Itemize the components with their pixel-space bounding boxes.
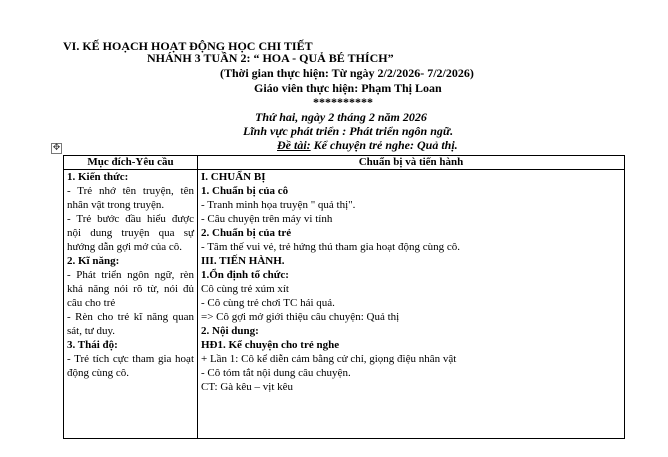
right-line: + Lần 1: Cô kể diễn cảm bằng cử chỉ, giọng điệu nhân vật xyxy=(201,353,457,365)
right-heading: HĐ1. Kể chuyện cho trẻ nghe xyxy=(201,339,340,351)
left-line: - Phát triển ngôn ngữ, rèn khả năng nói rõ từ, nói đủ câu cho trẻ xyxy=(67,269,194,309)
left-line: - Trẻ tích cực tham gia hoạt động cùng cô. xyxy=(67,353,194,379)
lesson-plan-table xyxy=(63,155,625,439)
right-line: Cô cùng trẻ xúm xít xyxy=(201,283,289,295)
right-line: - Cô tóm tắt nội dung câu chuyện. xyxy=(201,367,351,379)
table-move-handle-icon[interactable]: ✥ xyxy=(52,143,61,153)
right-heading: 2. Nội dung: xyxy=(201,325,259,337)
left-line: - Trẻ nhớ tên truyện, tên nhân vật trong truyện. xyxy=(67,185,194,211)
right-heading: 1. Chuẩn bị của cô xyxy=(201,185,289,197)
left-line: - Rèn cho trẻ kĩ năng quan sát, tư duy. xyxy=(67,311,194,337)
left-heading: 3. Thái độ: xyxy=(67,339,118,351)
right-heading: 2. Chuẩn bị của trẻ xyxy=(201,227,292,239)
right-line: CT: Gà kêu – vịt kêu xyxy=(201,381,294,393)
topic-label: Đề tài: xyxy=(277,138,311,152)
right-line: - Tranh minh họa truyện " quả thị". xyxy=(201,199,356,211)
left-heading: 1. Kiến thức: xyxy=(67,171,129,183)
col-header-preparation: Chuẩn bị và tiến hành xyxy=(198,156,625,170)
col-header-objectives: Mục đích-Yêu cầu xyxy=(64,156,198,170)
development-field: Lĩnh vực phát triển : Phát triển ngôn ngữ. xyxy=(243,124,454,138)
table-row xyxy=(64,170,625,439)
left-line: - Trẻ bước đầu hiểu được nội dung truyện qua sự hướng dẫn gợi mở của cô. xyxy=(67,213,194,253)
duration: (Thời gian thực hiện: Từ ngày 2/2/2026- 7/2/2026) xyxy=(220,66,474,80)
right-line: => Cô gợi mở giới thiệu câu chuyện: Quả thị xyxy=(201,311,400,323)
right-heading: III. TIẾN HÀNH. xyxy=(201,255,285,267)
stars-divider: ********** xyxy=(313,95,373,109)
right-line: - Câu chuyện trên máy vi tính xyxy=(201,213,333,225)
group-week-title: NHÁNH 3 TUẦN 2: “ HOA - QUẢ BÉ THÍCH” xyxy=(147,51,394,65)
preparation-cell[interactable] xyxy=(198,170,625,439)
topic-value: Kể chuyện trẻ nghe: Quả thị. xyxy=(310,138,458,152)
right-line: - Cô cùng trẻ chơi TC hái quả. xyxy=(201,297,335,309)
teacher: Giáo viên thực hiện: Phạm Thị Loan xyxy=(254,81,442,95)
topic-line xyxy=(277,138,458,152)
table-header-row xyxy=(64,156,625,170)
right-line: - Tâm thế vui vẻ, trẻ hứng thú tham gia hoạt động cùng cô. xyxy=(201,241,461,253)
section-title: VI. KẾ HOẠCH HOẠT ĐỘNG HỌC CHI TIẾT xyxy=(63,39,313,53)
left-heading: 2. Kĩ năng: xyxy=(67,255,120,267)
objectives-cell[interactable] xyxy=(64,170,198,439)
right-heading: 1.Ổn định tổ chức: xyxy=(201,269,289,281)
right-heading: I. CHUẨN BỊ xyxy=(201,171,266,183)
date-line: Thứ hai, ngày 2 tháng 2 năm 2026 xyxy=(255,110,427,124)
